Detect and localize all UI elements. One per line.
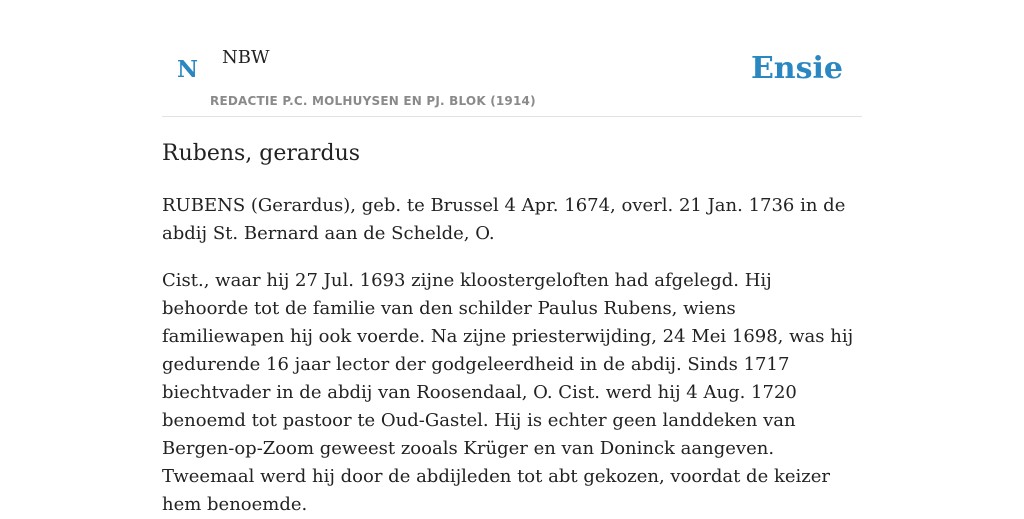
article xyxy=(162,137,862,519)
book-code[interactable]: NBW xyxy=(222,47,270,68)
book-editors: REDACTIE P.C. MOLHUYSEN EN PJ. BLOK (1914) xyxy=(210,94,536,108)
page-header xyxy=(162,0,862,117)
nbw-logo-icon[interactable]: N xyxy=(177,56,199,83)
entry-title: Rubens, gerardus xyxy=(162,141,361,166)
ensie-logo[interactable]: Ensie xyxy=(750,51,843,86)
article-paragraph: RUBENS (Gerardus), geb. te Brussel 4 Apr. 1674, overl. 21 Jan. 1736 in de abdij St. Bernard aan de Schelde, O. xyxy=(162,195,846,244)
article-paragraph: Cist., waar hij 27 Jul. 1693 zijne kloostergeloften had afgelegd. Hij behoorde tot de familie van den schilder Paulus Rubens, wiens familiewapen hij ook voerde. Na zijne priesterwijding, 24 Mei 1698, was hij gedurende 16 jaar lector der godgeleerdheid in de abdij. Sinds 1717 biechtvader in de abdij van Roosendaal, O. Cist. werd hij 4 Aug. 1720 benoemd tot pastoor te Oud-Gastel. Hij is echter geen landdeken van Bergen-op-Zoom geweest zooals Krüger en van Doninck aangeven. Tweemaal werd hij door de abdijleden tot abt gekozen, voordat de keizer hem benoemde. xyxy=(162,270,854,515)
